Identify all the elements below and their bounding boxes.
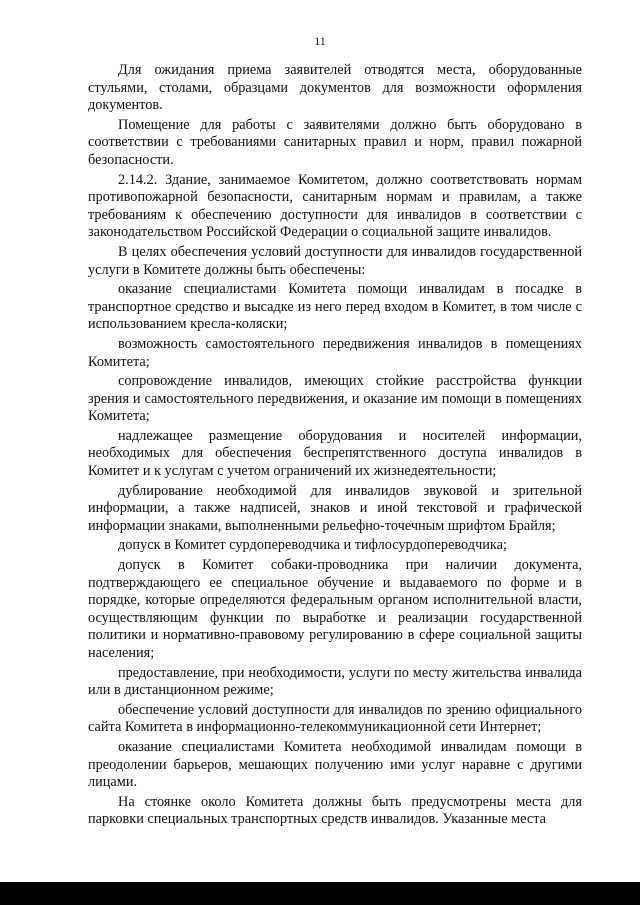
paragraph-waiting-area: Для ожидания приема заявителей отводятся места, оборудованные стульями, столами, образцами документов для возможности оформления документов.: [88, 62, 582, 114]
paragraph-parking: На стоянке около Комитета должны быть предусмотрены места для парковки специальных транспортных средств инвалидов. Указанные места: [88, 793, 582, 828]
paragraph-work-room: Помещение для работы с заявителями должно быть оборудовано в соответствии с требованиями санитарных правил и норм, правил пожарной безопасности.: [88, 116, 582, 168]
page-number: 11: [314, 34, 326, 48]
paragraph-accessibility-intro: В целях обеспечения условий доступности для инвалидов государственной услуги в Комитете должны быть обеспечены:: [88, 243, 582, 278]
list-item-guide-dog-admission: допуск в Комитет собаки-проводника при наличии документа, подтверждающего ее специальное обучение и выдаваемого по форме и в порядке, которые определяются федеральным органом исполнительной власти, осуществляющим функции по выработке и реализации государственной политики и нормативно-правовому регулированию в сфере социальной защиты населения;: [88, 557, 582, 661]
list-item-remote-service: предоставление, при необходимости, услуги по месту жительства инвалида или в дистанционном режиме;: [88, 664, 582, 699]
list-item-information-duplication: дублирование необходимой для инвалидов звуковой и зрительной информации, а также надписей, знаков и иной текстовой и графической информации знаками, выполненными рельефно-точечным шрифтом Брайля;: [88, 482, 582, 534]
list-item-barrier-assistance: оказание специалистами Комитета необходимой инвалидам помощи в преодолении барьеров, мешающих получению ими услуг наравне с другими лицами.: [88, 738, 582, 791]
list-item-website-accessibility: обеспечение условий доступности для инвалидов по зрению официального сайта Комитета в информационно-телекоммуникационной сети Интернет;: [88, 701, 582, 736]
list-item-escort: сопровождение инвалидов, имеющих стойкие расстройства функции зрения и самостоятельного передвижения, и оказание им помощи в помещениях Комитета;: [88, 373, 582, 425]
list-item-independent-movement: возможность самостоятельного передвижения инвалидов в помещениях Комитета;: [88, 335, 582, 370]
list-item-interpreter-admission: допуск в Комитет сурдопереводчика и тифлосурдопереводчика;: [118, 537, 507, 554]
document-body: [88, 62, 582, 831]
paragraph-2-14-2: 2.14.2. Здание, занимаемое Комитетом, должно соответствовать нормам противопожарной безопасности, санитарным нормам и правилам, а также требованиям к обеспечению доступности для инвалидов в соответствии с законодательством Российской Федерации о социальной защите инвалидов.: [88, 171, 582, 241]
scan-edge-bar: [0, 882, 640, 905]
list-item-equipment-placement: надлежащее размещение оборудования и носителей информации, необходимых для обеспечения беспрепятственного доступа инвалидов в Комитет и к услугам с учетом ограничений их жизнедеятельности;: [88, 427, 582, 480]
list-item-boarding-assistance: оказание специалистами Комитета помощи инвалидам в посадке в транспортное средство и высадке из него перед входом в Комитет, в том числе с использованием кресла-коляски;: [88, 281, 582, 333]
